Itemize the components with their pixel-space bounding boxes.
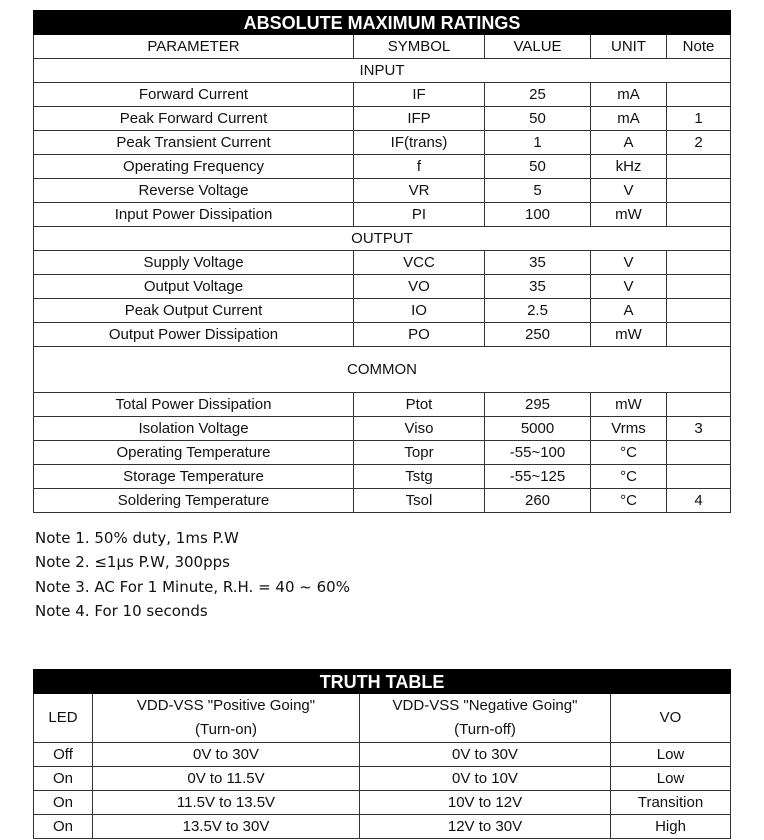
section-label: INPUT [34, 59, 731, 83]
symbol-cell: Viso [354, 417, 485, 441]
unit-cell: A [591, 299, 667, 323]
note-cell [667, 179, 731, 203]
table-row [34, 489, 731, 513]
led-cell: Off [34, 743, 93, 767]
parameter-cell: Peak Transient Current [34, 131, 354, 155]
positive-going-cell: 0V to 30V [93, 743, 360, 767]
led-cell: On [34, 791, 93, 815]
negative-going-cell: 0V to 30V [360, 743, 611, 767]
symbol-cell: Tstg [354, 465, 485, 489]
table-row [34, 179, 731, 203]
value-cell: 250 [485, 323, 591, 347]
parameter-cell: Supply Voltage [34, 251, 354, 275]
table-row [34, 417, 731, 441]
vo-cell: Transition [611, 791, 731, 815]
value-cell: 2.5 [485, 299, 591, 323]
symbol-cell: PI [354, 203, 485, 227]
table-row [34, 441, 731, 465]
header-line: (Turn-on) [195, 721, 257, 738]
section-row-common [34, 347, 731, 393]
column-header-led: LED [34, 694, 93, 743]
note-cell [667, 251, 731, 275]
note-cell [667, 393, 731, 417]
symbol-cell: IF(trans) [354, 131, 485, 155]
symbol-cell: VO [354, 275, 485, 299]
symbol-cell: VCC [354, 251, 485, 275]
unit-cell: A [591, 131, 667, 155]
symbol-cell: Ptot [354, 393, 485, 417]
section-label: COMMON [34, 347, 731, 393]
footnote-4: Note 4. For 10 seconds [35, 602, 208, 621]
parameter-cell: Peak Output Current [34, 299, 354, 323]
note-cell: 3 [667, 417, 731, 441]
note-cell: 4 [667, 489, 731, 513]
unit-cell: V [591, 251, 667, 275]
symbol-cell: Topr [354, 441, 485, 465]
value-cell: 5000 [485, 417, 591, 441]
table-row [34, 743, 731, 767]
positive-going-cell: 11.5V to 13.5V [93, 791, 360, 815]
value-cell: 1 [485, 131, 591, 155]
unit-cell: °C [591, 441, 667, 465]
unit-cell: mA [591, 107, 667, 131]
unit-cell: Vrms [591, 417, 667, 441]
column-header-positive-going [93, 694, 360, 743]
symbol-cell: VR [354, 179, 485, 203]
table-row [34, 155, 731, 179]
parameter-cell: Output Voltage [34, 275, 354, 299]
unit-cell: °C [591, 465, 667, 489]
symbol-cell: IF [354, 83, 485, 107]
note-cell [667, 83, 731, 107]
unit-cell: mW [591, 393, 667, 417]
vo-cell: High [611, 815, 731, 839]
note-cell [667, 323, 731, 347]
positive-going-cell: 0V to 11.5V [93, 767, 360, 791]
column-header-parameter: PARAMETER [34, 35, 354, 59]
note-cell [667, 441, 731, 465]
table-row [34, 393, 731, 417]
value-cell: 260 [485, 489, 591, 513]
table-row [34, 791, 731, 815]
value-cell: 100 [485, 203, 591, 227]
table-title: ABSOLUTE MAXIMUM RATINGS [34, 11, 731, 35]
parameter-cell: Forward Current [34, 83, 354, 107]
absolute-maximum-ratings-table [33, 10, 731, 513]
value-cell: 35 [485, 251, 591, 275]
parameter-cell: Operating Frequency [34, 155, 354, 179]
header-row [34, 35, 731, 59]
note-cell: 1 [667, 107, 731, 131]
unit-cell: kHz [591, 155, 667, 179]
value-cell: 295 [485, 393, 591, 417]
column-header-negative-going [360, 694, 611, 743]
symbol-cell: Tsol [354, 489, 485, 513]
value-cell: 50 [485, 155, 591, 179]
unit-cell: °C [591, 489, 667, 513]
column-header-note: Note [667, 35, 731, 59]
table-row [34, 815, 731, 839]
value-cell: 5 [485, 179, 591, 203]
parameter-cell: Storage Temperature [34, 465, 354, 489]
header-line: (Turn-off) [454, 721, 516, 738]
note-cell: 2 [667, 131, 731, 155]
value-cell: 25 [485, 83, 591, 107]
table-row [34, 767, 731, 791]
table-title: TRUTH TABLE [34, 670, 731, 694]
unit-cell: mW [591, 323, 667, 347]
parameter-cell: Input Power Dissipation [34, 203, 354, 227]
value-cell: 50 [485, 107, 591, 131]
section-label: OUTPUT [34, 227, 731, 251]
table-row [34, 299, 731, 323]
column-header-value: VALUE [485, 35, 591, 59]
parameter-cell: Reverse Voltage [34, 179, 354, 203]
symbol-cell: PO [354, 323, 485, 347]
truth-table [33, 669, 731, 839]
value-cell: -55~100 [485, 441, 591, 465]
note-cell [667, 155, 731, 179]
symbol-cell: IFP [354, 107, 485, 131]
header-line: VDD-VSS "Positive Going" [136, 697, 316, 714]
column-header-symbol: SYMBOL [354, 35, 485, 59]
parameter-cell: Operating Temperature [34, 441, 354, 465]
table-row [34, 275, 731, 299]
header-line: VDD-VSS "Negative Going" [392, 697, 578, 714]
unit-cell: mA [591, 83, 667, 107]
table-row [34, 203, 731, 227]
footnote-1: Note 1. 50% duty, 1ms P.W [35, 529, 239, 547]
note-cell [667, 465, 731, 489]
table-row [34, 251, 731, 275]
parameter-cell: Total Power Dissipation [34, 393, 354, 417]
note-cell [667, 203, 731, 227]
positive-going-cell: 13.5V to 30V [93, 815, 360, 839]
unit-cell: V [591, 275, 667, 299]
parameter-cell: Peak Forward Current [34, 107, 354, 131]
parameter-cell: Isolation Voltage [34, 417, 354, 441]
vo-cell: Low [611, 767, 731, 791]
table-row [34, 83, 731, 107]
negative-going-cell: 12V to 30V [360, 815, 611, 839]
value-cell: 35 [485, 275, 591, 299]
column-header-vo: VO [611, 694, 731, 743]
value-cell: -55~125 [485, 465, 591, 489]
table-row [34, 131, 731, 155]
note-cell [667, 299, 731, 323]
footnotes [35, 526, 350, 624]
table-row [34, 107, 731, 131]
section-row-output [34, 227, 731, 251]
parameter-cell: Soldering Temperature [34, 489, 354, 513]
negative-going-cell: 10V to 12V [360, 791, 611, 815]
negative-going-cell: 0V to 10V [360, 767, 611, 791]
unit-cell: V [591, 179, 667, 203]
note-cell [667, 275, 731, 299]
section-row-input [34, 59, 731, 83]
symbol-cell: IO [354, 299, 485, 323]
parameter-cell: Output Power Dissipation [34, 323, 354, 347]
unit-cell: mW [591, 203, 667, 227]
symbol-cell: f [354, 155, 485, 179]
table-row [34, 465, 731, 489]
footnote-3: Note 3. AC For 1 Minute, R.H. = 40 ~ 60% [35, 577, 350, 596]
led-cell: On [34, 767, 93, 791]
vo-cell: Low [611, 743, 731, 767]
header-row [34, 694, 731, 743]
led-cell: On [34, 815, 93, 839]
column-header-unit: UNIT [591, 35, 667, 59]
table-row [34, 323, 731, 347]
footnote-2: Note 2. ≤1μs P.W, 300pps [35, 553, 230, 572]
